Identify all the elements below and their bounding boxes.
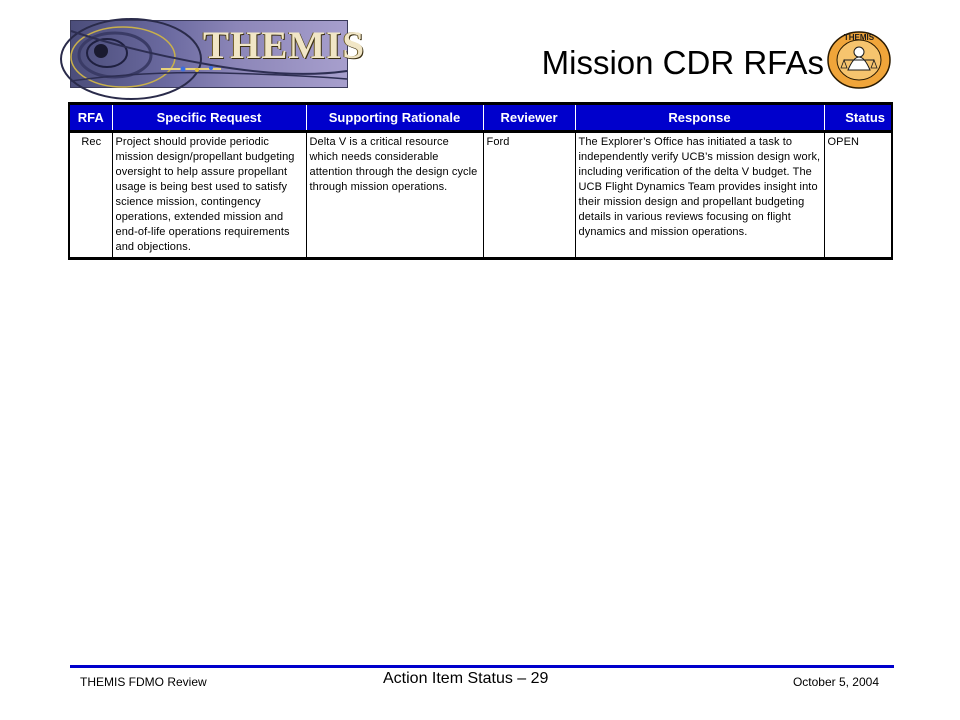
column-header-status: Status bbox=[824, 104, 892, 132]
footer-divider bbox=[70, 665, 894, 668]
themis-seal-icon bbox=[826, 30, 892, 90]
footer-date: October 5, 2004 bbox=[792, 675, 879, 689]
cell-response: The Explorer’s Office has initiated a task to independently verify UCB’s mission design work, including verification of the delta V budget. The UCB Flight Dynamics Team provides insight into their mission design and propellant budgeting details in various reviews focusing on flight dynamics and mission operations. bbox=[575, 132, 824, 259]
cell-specific-request: Project should provide periodic mission design/propellant budgeting oversight to help assure propellant usage is being best used to satisfy science mission, contingency operations, extended mission and end-of-life operations requirements and objections. bbox=[112, 132, 306, 259]
footer-slide-title: Action Item Status – 29 bbox=[383, 670, 549, 687]
column-header-response: Response bbox=[575, 104, 824, 132]
table-row bbox=[69, 132, 892, 259]
cell-status: OPEN bbox=[824, 132, 892, 259]
rfa-table bbox=[68, 102, 893, 260]
cell-rfa: Rec bbox=[81, 136, 102, 148]
cell-supporting-rationale: Delta V is a critical resource which needs considerable attention through the design cycle through mission operations. bbox=[306, 132, 483, 259]
column-header-reviewer: Reviewer bbox=[483, 104, 575, 132]
themis-logo bbox=[70, 20, 366, 88]
page-title: Mission CDR RFAs bbox=[541, 44, 824, 81]
cell-reviewer: Ford bbox=[483, 132, 575, 259]
seal-text: THEMIS bbox=[843, 33, 875, 42]
column-header-rfa: RFA bbox=[69, 104, 112, 132]
logo-wordmark: THEMIS bbox=[203, 24, 366, 67]
table-header-row bbox=[69, 104, 892, 132]
footer-review-name: THEMIS FDMO Review bbox=[80, 675, 207, 689]
column-header-specific-request: Specific Request bbox=[112, 104, 306, 132]
column-header-supporting-rationale: Supporting Rationale bbox=[306, 104, 483, 132]
